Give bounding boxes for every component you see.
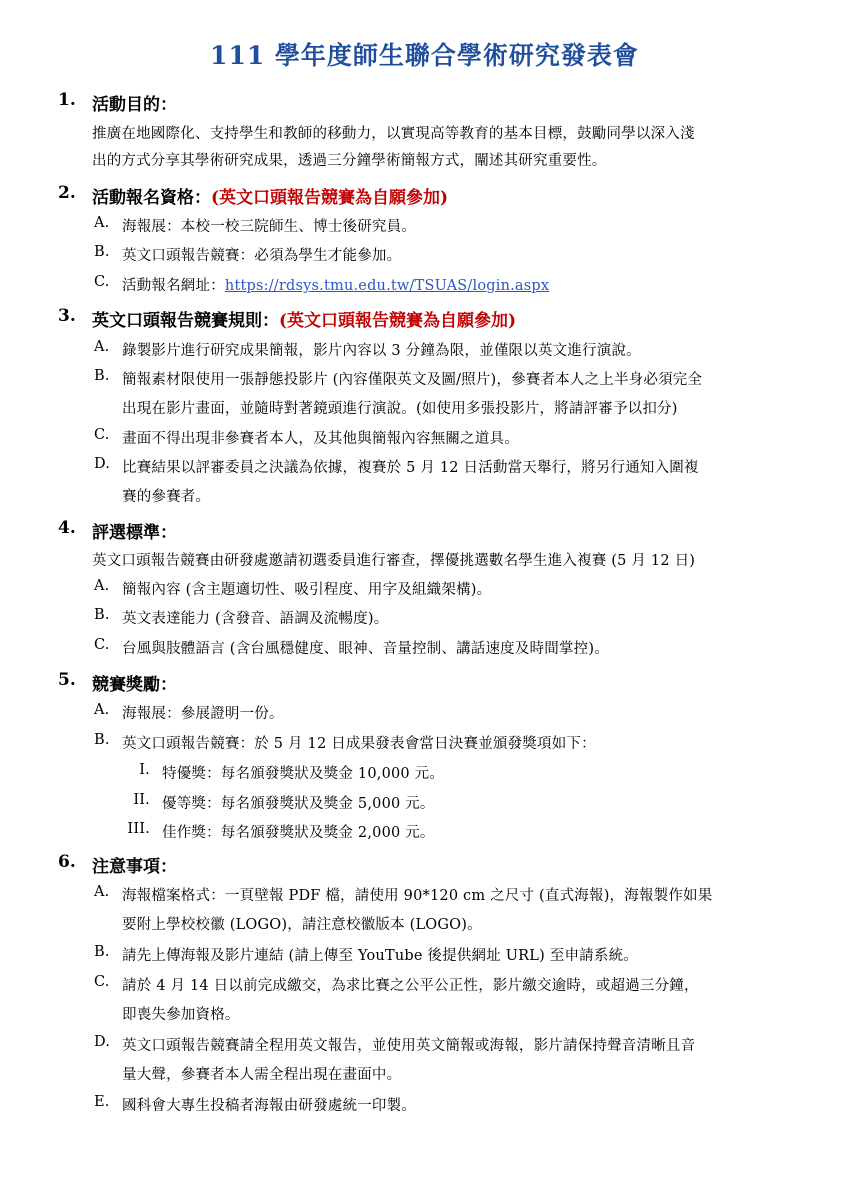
item-continuation: 量大聲，參賽者本人需全程出現在畫面中。 <box>122 1067 402 1083</box>
section-title: 注意事項： <box>92 857 177 877</box>
item-text: 台風與肢體語言 (含台風穩健度、眼神、音量控制、講話速度及時間掌控)。 <box>122 641 609 657</box>
item-letter: B. <box>94 368 110 384</box>
voluntary-note: (英文口頭報告競賽為自願參加) <box>279 311 517 331</box>
section-title: 競賽獎勵： <box>92 675 177 695</box>
item-letter: B. <box>94 944 110 960</box>
item-text: 國科會大專生投稿者海報由研發處統一印製。 <box>122 1098 416 1114</box>
item-text: 海報展：參展證明一份。 <box>122 706 284 722</box>
registration-link[interactable]: https://rdsys.tmu.edu.tw/TSUAS/login.aspx <box>224 278 550 294</box>
section-number: 5. <box>58 670 76 690</box>
item-text: 活動報名網址： <box>122 278 225 294</box>
section-title: 活動目的： <box>92 95 177 115</box>
item-text: 簡報內容 (含主題適切性、吸引程度、用字及組織架構)。 <box>122 582 492 598</box>
award-numeral: I. <box>139 762 150 778</box>
section-title: 評選標準： <box>92 523 177 543</box>
item-text: 請於 4 月 14 日以前完成繳交，為求比賽之公平公正性，影片繳交逾時，或超過三分鐘， <box>122 978 699 994</box>
item-letter: A. <box>94 578 110 594</box>
item-continuation: 出現在影片畫面，並隨時對著鏡頭進行演說。(如使用多張投影片，將請評審予以扣分) <box>122 401 678 417</box>
item-text: 錄製影片進行研究成果簡報，影片內容以 3 分鐘為限，並僅限以英文進行演說。 <box>122 343 641 359</box>
item-letter: A. <box>94 884 110 900</box>
section-paragraph: 出的方式分享其學術研究成果，透過三分鐘學術簡報方式，闡述其研究重要性。 <box>92 153 607 169</box>
item-text: 英文表達能力 (含發音、語調及流暢度)。 <box>122 611 389 627</box>
item-letter: B. <box>94 244 110 260</box>
item-continuation: 即喪失參加資格。 <box>122 1007 240 1023</box>
award-text: 特優獎：每名頒發獎狀及獎金 10,000 元。 <box>162 766 445 782</box>
item-text: 英文口頭報告競賽請全程用英文報告，並使用英文簡報或海報，影片請保持聲音清晰且音 <box>122 1038 696 1054</box>
section-paragraph: 英文口頭報告競賽由研發處邀請初選委員進行審查，擇優挑選數名學生進入複賽 (5 月 12 日) <box>92 553 696 569</box>
item-text: 簡報素材限使用一張靜態投影片 (內容僅限英文及圖/照片)，參賽者本人之上半身必須完全 <box>122 372 703 388</box>
item-text: 畫面不得出現非參賽者本人，及其他與簡報內容無關之道具。 <box>122 431 519 447</box>
item-letter: A. <box>94 339 110 355</box>
section-number: 4. <box>58 518 76 538</box>
item-continuation: 要附上學校校徽 (LOGO)，請注意校徽版本 (LOGO)。 <box>122 917 482 933</box>
award-numeral: III. <box>127 821 150 837</box>
section-number: 6. <box>58 852 76 872</box>
section-title: 活動報名資格： <box>92 188 211 208</box>
item-letter: C. <box>94 427 110 443</box>
item-letter: B. <box>94 732 110 748</box>
section-number: 3. <box>58 306 76 326</box>
item-text: 英文口頭報告競賽：必須為學生才能參加。 <box>122 248 402 264</box>
award-text: 佳作獎：每名頒發獎狀及獎金 2,000 元。 <box>162 825 435 841</box>
section-number: 1. <box>58 90 76 110</box>
award-text: 優等獎：每名頒發獎狀及獎金 5,000 元。 <box>162 796 435 812</box>
item-letter: B. <box>94 607 110 623</box>
section-title: 英文口頭報告競賽規則： <box>92 311 279 331</box>
voluntary-note: (英文口頭報告競賽為自願參加) <box>211 188 449 208</box>
item-continuation: 賽的參賽者。 <box>122 489 211 505</box>
item-letter: D. <box>94 1034 111 1050</box>
item-letter: C. <box>94 637 110 653</box>
item-letter: E. <box>94 1094 110 1110</box>
item-text: 比賽結果以評審委員之決議為依據，複賽於 5 月 12 日活動當天舉行，將另行通知入圍複 <box>122 460 699 476</box>
section-number: 2. <box>58 183 76 203</box>
item-letter: D. <box>94 456 111 472</box>
item-letter: A. <box>94 702 110 718</box>
item-text: 請先上傳海報及影片連結 (請上傳至 YouTube 後提供網址 URL) 至申請系統。 <box>122 948 638 964</box>
award-numeral: II. <box>133 792 150 808</box>
item-text: 英文口頭報告競賽：於 5 月 12 日成果發表會當日決賽並頒發獎項如下： <box>122 736 596 752</box>
page-title: 111 學年度師生聯合學術研究發表會 <box>210 41 639 70</box>
section-paragraph: 推廣在地國際化、支持學生和教師的移動力，以實現高等教育的基本目標，鼓勵同學以深入淺 <box>92 126 695 142</box>
item-text: 海報檔案格式：一頁壁報 PDF 檔，請使用 90*120 cm 之尺寸 (直式海報)，海報製作如果 <box>122 888 713 904</box>
item-text: 海報展：本校一校三院師生、博士後研究員。 <box>122 219 416 235</box>
item-letter: C. <box>94 974 110 990</box>
item-letter: C. <box>94 274 110 290</box>
item-letter: A. <box>94 215 110 231</box>
